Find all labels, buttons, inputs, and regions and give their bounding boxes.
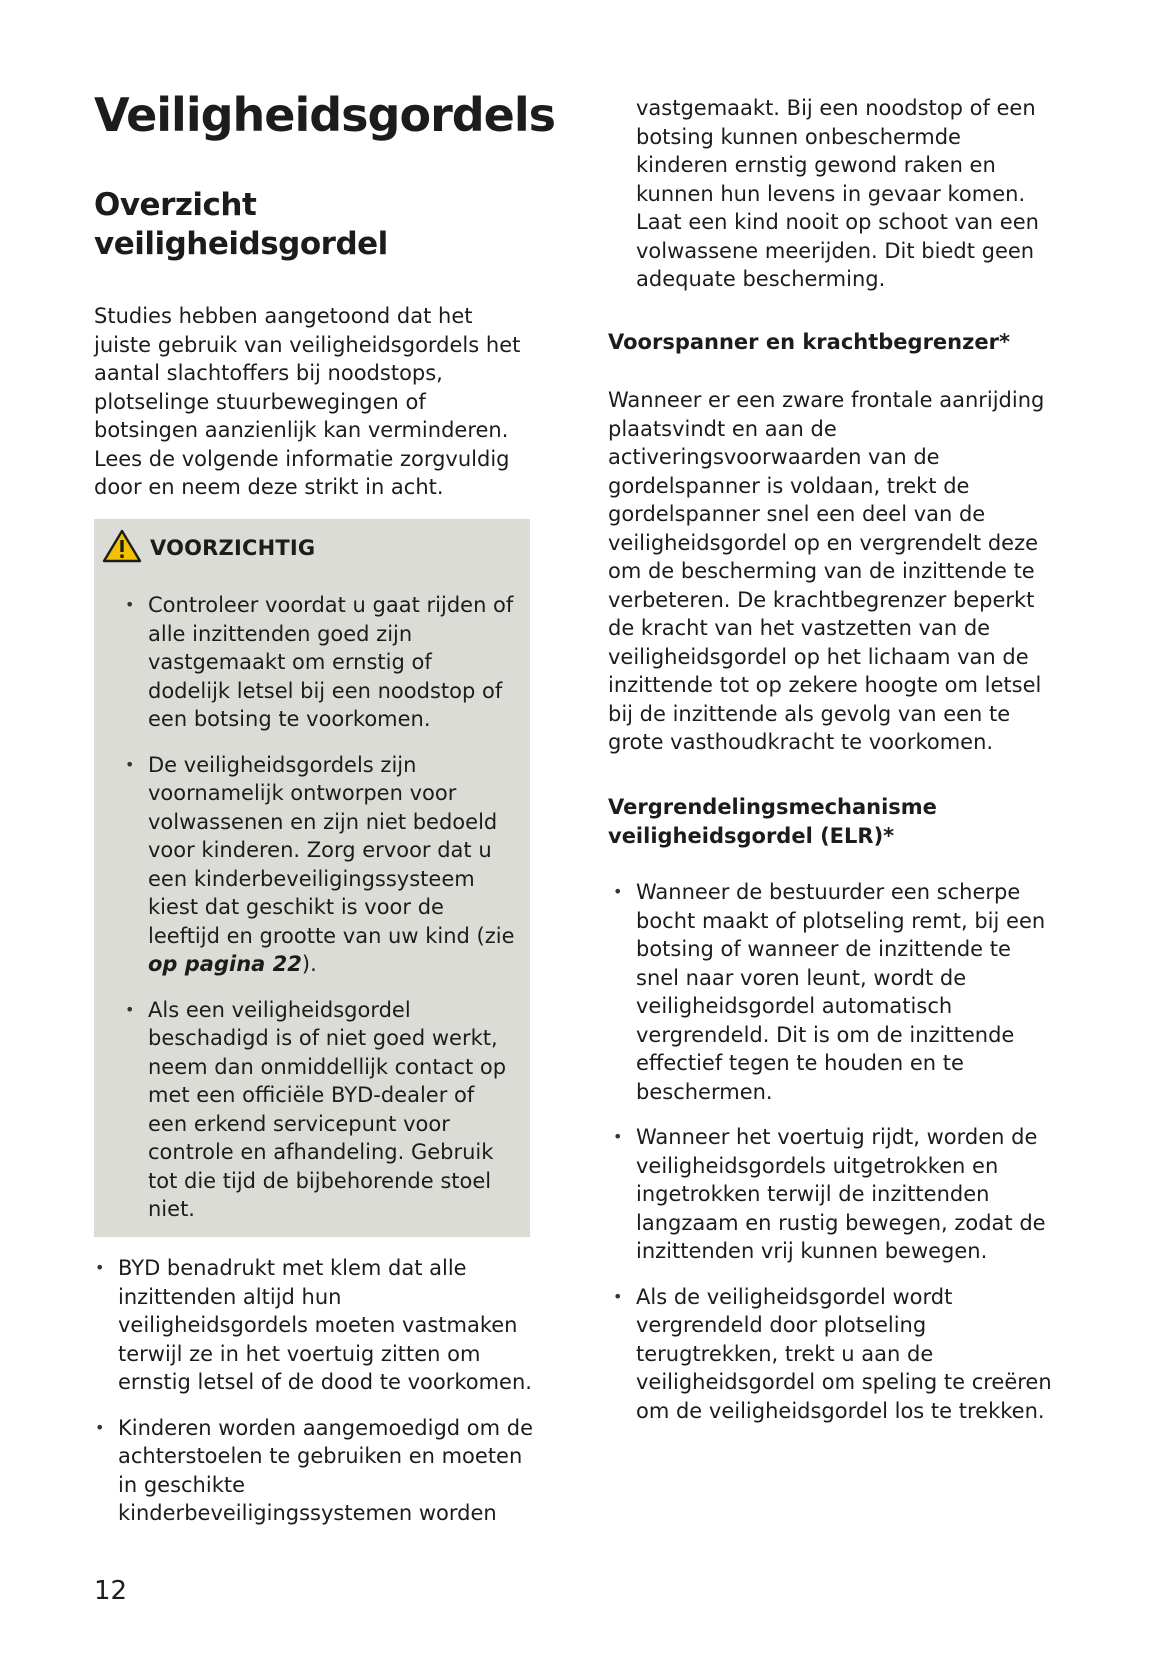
pretensioner-heading: Voorspanner en krachtbegrenzer* — [608, 330, 1010, 354]
list-item: • BYD benadrukt met klem dat alle inzittenden altijd hun veiligheidsgordels moeten vastmaken terwijl ze in het voertuig zitten om ernstig letsel of de dood te voorkomen. — [95, 1256, 532, 1394]
caution-item: • Controleer voordat u gaat rijden of alle inzittenden goed zijn vastgemaakt om ernstig of dodelijk letsel bij een noodstop of een botsing te voorkomen. — [125, 593, 514, 731]
list-item: • Als de veiligheidsgordel wordt vergrendeld door plotseling terugtrekken, trekt u aan de veiligheidsgordel om speling te creëren om de veiligheidsgordel los te trekken. — [613, 1284, 1052, 1423]
left-bullet-list — [95, 1254, 534, 1545]
warning-triangle-icon — [102, 529, 142, 567]
pretensioner-paragraph: Wanneer er een zware frontale aanrijding plaatsvindt en aan de activeringsvoorwaarden van de gordelspanner is voldaan, trekt de gordelspanner snel een deel van de veiligheidsgordel op en vergrendelt deze om de bescherming van de inzittende te verbeteren. De krachtbegrenzer beperkt de kracht van het vastzetten van de veiligheidsgordel op het lichaam van de inzittende tot op zekere hoogte om letsel bij de inzittende als gevolg van een te grote vasthoudkracht te voorkomen. — [608, 388, 1045, 754]
elr-heading: Vergrendelingsmechanisme veiligheidsgordel (ELR)* — [608, 795, 937, 848]
continuation-paragraph: vastgemaakt. Bij een noodstop of een botsing kunnen onbeschermde kinderen ernstig gewond raken en kunnen hun levens in gevaar komen. Laat een kind nooit op schoot van een volwassene meerijden. Dit biedt geen adequate bescherming. — [636, 96, 1039, 291]
caution-box — [94, 519, 530, 1237]
list-item: • Kinderen worden aangemoedigd om de achterstoelen te gebruiken en moeten in geschikte kinderbeveiligingssystemen worden — [95, 1415, 534, 1525]
page-number: 12 — [94, 1576, 128, 1606]
intro-paragraph: Studies hebben aangetoond dat het juiste gebruik van veiligheidsgordels het aantal slachtoffers bij noodstops, plotselinge stuurbewegingen of botsingen aanzienlijk kan verminderen. Lees de volgende informatie zorgvuldig door en neem deze strikt in acht. — [94, 304, 521, 499]
caution-header — [102, 531, 315, 565]
list-item: • Wanneer het voertuig rijdt, worden de veiligheidsgordels uitgetrokken en ingetrokken terwijl de inzittenden langzaam en rustig bewegen, zodat de inzittenden vrij kunnen bewegen. — [613, 1125, 1046, 1263]
caution-item: • De veiligheidsgordels zijn voornamelijk ontworpen voor volwassenen en zijn niet bedoeld voor kinderen. Zorg ervoor dat u een kinderbeveiligingssysteem kiest dat geschikt is voor de leeftijd en grootte van uw kind (zie op pagina 22). — [125, 752, 515, 976]
page-title: Veiligheidsgordels — [94, 88, 556, 142]
page-reference-link[interactable]: op pagina 22 — [148, 952, 302, 976]
caution-list — [125, 591, 518, 1241]
elr-bullet-list — [613, 878, 1052, 1442]
section-title: Overzicht veiligheidsgordel — [94, 187, 388, 262]
caution-title: VOORZICHTIG — [150, 536, 316, 560]
list-item: • Wanneer de bestuurder een scherpe bocht maakt of plotseling remt, bij een botsing of wanneer de inzittende te snel naar voren leunt, wordt de veiligheidsgordel automatisch vergrendeld. Dit is om de inzittende effectief tegen te houden en te beschermen. — [613, 880, 1046, 1104]
caution-item: • Als een veiligheidsgordel beschadigd is of niet goed werkt, neem dan onmiddellijk contact op met een officiële BYD-dealer of een erkend servicepunt voor controle en afhandeling. Gebruik tot die tijd de bijbehorende stoel niet. — [125, 997, 507, 1221]
